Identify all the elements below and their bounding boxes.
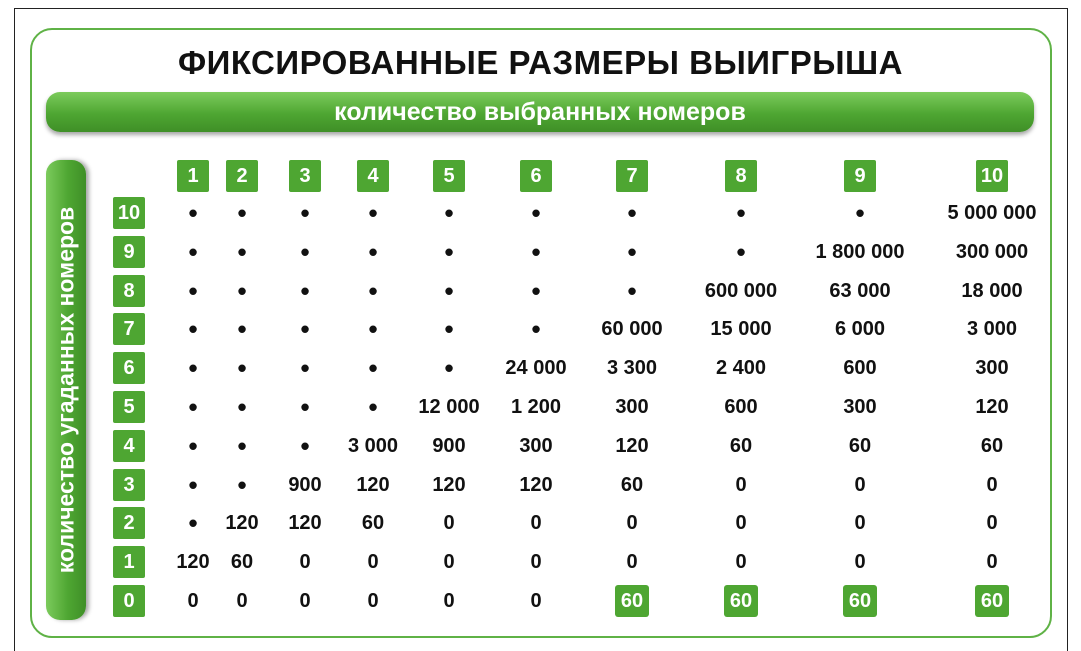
row-header-banner [46, 160, 86, 620]
prize-cell: 120 [615, 434, 649, 457]
prize-cell: 120 [176, 551, 210, 574]
prize-cell: • [531, 198, 541, 228]
prize-cell: • [188, 353, 198, 384]
prize-cell: • [300, 430, 310, 461]
prize-cell: • [237, 275, 247, 306]
row-number-badge: 10 [113, 197, 145, 229]
prize-cell: 60 [975, 585, 1009, 617]
prize-cell: • [188, 508, 198, 539]
row-number-badge: 4 [113, 430, 145, 462]
prize-cell: 0 [187, 590, 199, 612]
prize-cell: 300 [519, 434, 553, 457]
prize-cell: • [237, 236, 247, 267]
prize-cell: 24 000 [505, 357, 567, 380]
prize-cell: 600 000 [704, 279, 778, 302]
prize-cell: 0 [854, 473, 866, 496]
prize-cell: • [368, 275, 378, 306]
prize-cell: • [531, 275, 541, 306]
prize-cell: • [237, 353, 247, 384]
prize-cell: • [368, 198, 378, 228]
row-number-badge: 9 [113, 236, 145, 268]
prize-cell: 0 [986, 512, 998, 535]
prize-cell: 300 [975, 357, 1009, 380]
prize-cell: 0 [299, 551, 311, 574]
prize-cell: 0 [854, 512, 866, 535]
prize-cell: • [368, 236, 378, 267]
prize-cell: 60 [843, 585, 877, 617]
prize-cell: • [300, 198, 310, 228]
prize-cell: • [444, 236, 454, 267]
prize-cell: 60 [724, 585, 758, 617]
prize-cell: 15 000 [710, 318, 772, 341]
prize-cell: 0 [443, 551, 455, 574]
prize-cell: 600 [724, 396, 758, 418]
prize-cell: • [368, 314, 378, 345]
prize-cell: • [736, 198, 746, 228]
row-header-label: количество угаданных номеров [52, 206, 79, 574]
prize-cell: • [627, 236, 637, 267]
column-number-badge: 10 [976, 160, 1008, 192]
prize-cell: • [531, 236, 541, 267]
prize-cell: 6 000 [834, 318, 886, 341]
prize-cell: 0 [367, 551, 379, 574]
prize-cell: • [237, 469, 247, 500]
prize-cell: 0 [299, 590, 311, 612]
prize-cell: • [444, 353, 454, 384]
prize-cell: • [188, 392, 198, 422]
prize-cell: 0 [236, 590, 248, 612]
prize-cell: 60 [729, 434, 753, 457]
column-header-banner: количество выбранных номеров [46, 92, 1034, 132]
prize-cell: 60 [361, 512, 385, 535]
prize-cell: • [855, 198, 865, 228]
prize-cell: • [237, 430, 247, 461]
prize-cell: 120 [288, 512, 322, 535]
prize-cell: 0 [735, 512, 747, 535]
prize-cell: 120 [225, 512, 259, 535]
row-number-badge: 6 [113, 352, 145, 384]
row-number-badge: 2 [113, 507, 145, 539]
prize-cell: • [188, 430, 198, 461]
prize-cell: 900 [288, 473, 322, 496]
prize-cell: 60 [230, 551, 254, 574]
prize-cell: • [444, 198, 454, 228]
column-number-badge: 6 [520, 160, 552, 192]
row-number-badge: 1 [113, 546, 145, 578]
prize-cell: • [188, 275, 198, 306]
prize-cell: • [444, 275, 454, 306]
prize-cell: 3 300 [606, 357, 658, 380]
column-number-badge: 5 [433, 160, 465, 192]
prize-cell: 0 [626, 512, 638, 535]
prize-cell: 300 [843, 396, 877, 418]
prize-cell: • [188, 198, 198, 228]
prize-cell: • [444, 314, 454, 345]
prize-cell: 0 [530, 551, 542, 574]
prize-cell: 0 [986, 551, 998, 574]
row-number-badge: 8 [113, 275, 145, 307]
prize-cell: • [188, 314, 198, 345]
prize-cell: • [300, 392, 310, 422]
prize-cell: 60 [980, 434, 1004, 457]
prize-cell: 600 [843, 357, 877, 380]
prize-cell: 5 000 000 [947, 202, 1037, 224]
prize-cell: • [237, 314, 247, 345]
prize-cell: • [188, 469, 198, 500]
prize-cell: 120 [356, 473, 390, 496]
prize-cell: 1 200 [510, 396, 562, 418]
prize-cell: 120 [432, 473, 466, 496]
row-number-badge: 3 [113, 469, 145, 501]
prize-cell: 60 [620, 473, 644, 496]
prize-cell: 3 000 [966, 318, 1018, 341]
prize-cell: 0 [367, 590, 379, 612]
prize-cell: 63 000 [829, 279, 891, 302]
row-number-badge: 7 [113, 313, 145, 345]
prize-cell: • [627, 275, 637, 306]
prize-cell: 120 [519, 473, 553, 496]
prize-cell: 0 [735, 473, 747, 496]
prize-cell: 120 [975, 396, 1009, 418]
prize-cell: • [627, 198, 637, 228]
column-number-badge: 4 [357, 160, 389, 192]
prize-cell: • [300, 236, 310, 267]
prize-cell: • [237, 392, 247, 422]
column-number-badge: 9 [844, 160, 876, 192]
prize-cell: 0 [530, 590, 542, 612]
prize-cell: • [736, 236, 746, 267]
prize-cell: • [531, 314, 541, 345]
prize-cell: 2 400 [715, 357, 767, 380]
prize-cell: 300 000 [955, 240, 1029, 263]
prize-cell: 18 000 [961, 279, 1023, 302]
page-title: ФИКСИРОВАННЫЕ РАЗМЕРЫ ВЫИГРЫША [177, 44, 904, 81]
prize-cell: 0 [854, 551, 866, 574]
prize-cell: • [300, 275, 310, 306]
prize-cell: 0 [443, 512, 455, 535]
prize-cell: 60 [615, 585, 649, 617]
prize-cell: • [368, 392, 378, 422]
prize-cell: • [300, 314, 310, 345]
column-number-badge: 8 [725, 160, 757, 192]
prize-cell: • [237, 198, 247, 228]
column-number-badge: 1 [177, 160, 209, 192]
prize-cell: 60 000 [601, 318, 663, 341]
row-number-badge: 5 [113, 391, 145, 423]
row-number-badge: 0 [113, 585, 145, 617]
prize-cell: 0 [530, 512, 542, 535]
column-number-badge: 3 [289, 160, 321, 192]
prize-cell: • [300, 353, 310, 384]
prize-cell: • [188, 236, 198, 267]
prize-cell: 3 000 [347, 434, 399, 457]
prize-cell: 12 000 [418, 396, 480, 418]
column-number-badge: 2 [226, 160, 258, 192]
prize-cell: 900 [432, 434, 466, 457]
prize-cell: 0 [735, 551, 747, 574]
prize-cell: 0 [443, 590, 455, 612]
prize-cell: 0 [986, 473, 998, 496]
prize-cell: 1 800 000 [815, 240, 905, 263]
prize-cell: 300 [615, 396, 649, 418]
column-number-badge: 7 [616, 160, 648, 192]
prize-cell: 60 [848, 434, 872, 457]
prize-cell: • [368, 353, 378, 384]
prize-cell: 0 [626, 551, 638, 574]
